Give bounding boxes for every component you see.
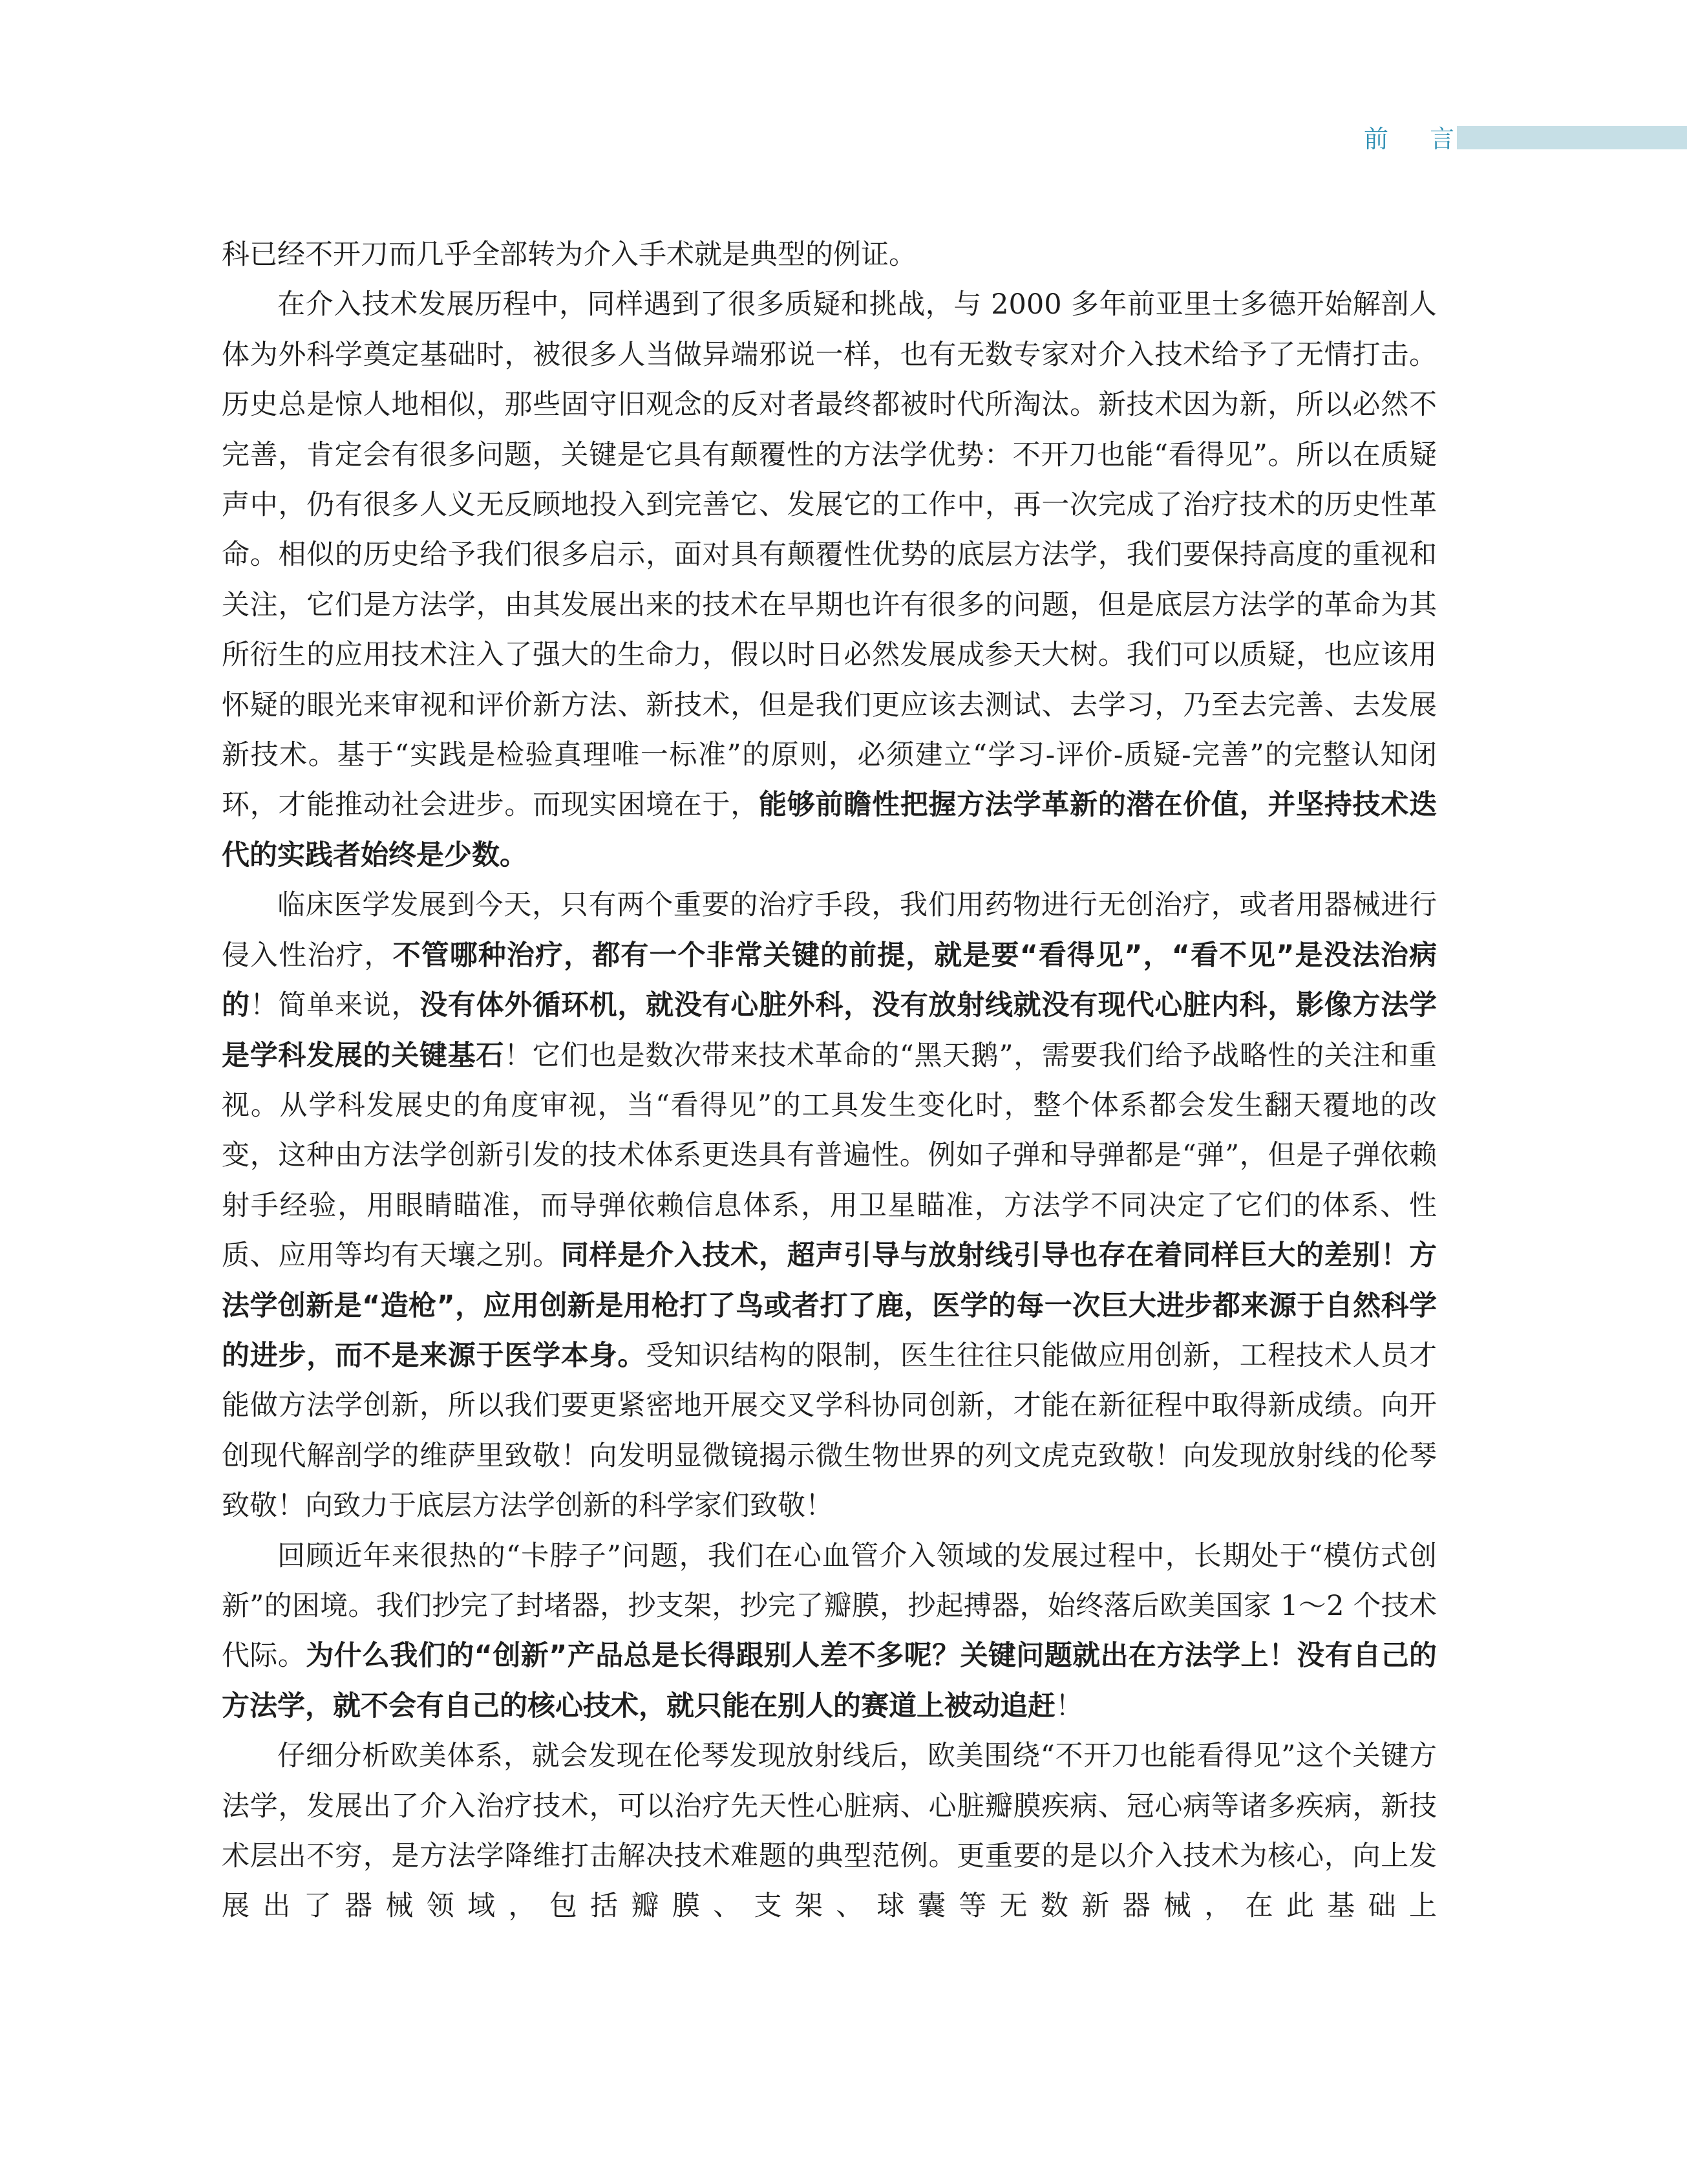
bold-text-segment: 同样是介入技术，超声引导与放射线引导也存在着同样巨大的差别！方法学创新是“造枪”，应用创新是用枪打了鸟或者打了鹿，医学的每一次巨大进步都来源于自然科学的进步，而不是来源于医学本身。 [222,1239,1438,1372]
header-accent-bar [1457,126,1687,149]
text-segment: 科已经不开刀而几乎全部转为介入手术就是典型的例证。 [222,239,917,271]
paragraph-5 [222,1731,1437,1932]
bold-text-segment: 能够前瞻性把握方法学革新的潜在价值，并坚持技术迭代的实践者始终是少数。 [222,789,1438,872]
body-text [222,230,1437,1932]
paragraph-4 [222,1532,1437,1732]
text-segment: ！它们也是数次带来技术革命的“黑天鹅”，需要我们给予战略性的关注和重视。从学科发展史的角度审视，当“看得见”的工具发生变化时，整个体系都会发生翻天覆地的改变，这种由方法学创新引发的技术体系更迭具有普遍性。例如子弹和导弹都是“弹”，但是子弹依赖射手经验，用眼睛瞄准，而导弹依赖信息体系，用卫星瞄准，方法学不同决定了它们的体系、性质、应用等均有天壤之别。 [222,1039,1437,1272]
text-segment: 仔细分析欧美体系，就会发现在伦琴发现放射线后，欧美围绕“不开刀也能看得见”这个关键方法学，发展出了介入治疗技术，可以治疗先天性心脏病、心脏瓣膜疾病、冠心病等诸多疾病，新技术层出不穷，是方法学降维打击解决技术难题的典型范例。更重要的是以介入技术为核心，向上发展出了器械领域，包括瓣膜、支架、球囊等无数新器械，在此基础上 [222,1740,1437,1923]
text-segment: 在介入技术发展历程中，同样遇到了很多质疑和挑战，与 2000 多年前亚里士多德开始解剖人体为外科学奠定基础时，被很多人当做异端邪说一样，也有无数专家对介入技术给予了无情打击。历史总是惊人地相似，那些固守旧观念的反对者最终都被时代所淘汰。新技术因为新，所以必然不完善，肯定会有很多问题，关键是它具有颠覆性的方法学优势：不开刀也能“看得见”。所以在质疑声中，仍有很多人义无反顾地投入到完善它、发展它的工作中，再一次完成了治疗技术的历史性革命。相似的历史给予我们很多启示，面对具有颠覆性优势的底层方法学，我们要保持高度的重视和关注，它们是方法学，由其发展出来的技术在早期也许有很多的问题，但是底层方法学的革命为其所衍生的应用技术注入了强大的生命力，假以时日必然发展成参天大树。我们可以质疑，也应该用怀疑的眼光来审视和评价新方法、新技术，但是我们更应该去测试、去学习，乃至去完善、去发展新技术。基于“实践是检验真理唯一标准”的原则，必须建立“学习-评价-质疑-完善”的完整认知闭环，才能推动社会进步。而现实困境在于， [222,288,1437,822]
running-header [1364,123,1478,155]
section-title: 前 言 [1364,125,1472,153]
bold-text-segment: 为什么我们的“创新”产品总是长得跟别人差不多呢？关键问题就出在方法学上！没有自己的方法学，就不会有自己的核心技术，就只能在别人的赛道上被动追赶 [222,1640,1437,1722]
paragraph-3 [222,881,1437,1531]
text-segment: 受知识结构的限制，医生往往只能做应用创新，工程技术人员才能做方法学创新，所以我们要更紧密地开展交叉学科协同创新，才能在新征程中取得新成绩。向开创现代解剖学的维萨里致敬！向发明显微镜揭示微生物世界的列文虎克致敬！向发现放射线的伦琴致敬！向致力于底层方法学创新的科学家们致敬！ [222,1339,1438,1523]
paragraph-2 [222,280,1437,881]
text-segment: ！简单来说， [249,989,420,1022]
bold-text-segment: 没有体外循环机，就没有心脏外科，没有放射线就没有现代心脏内科，影像方法学是学科发展的关键基石 [222,989,1438,1072]
text-segment: ！ [1056,1689,1083,1722]
text-segment: 临床医学发展到今天，只有两个重要的治疗手段，我们用药物进行无创治疗，或者用器械进行侵入性治疗， [222,889,1437,972]
bold-text-segment: 不管哪种治疗，都有一个非常关键的前提，就是要“看得见”，“看不见”是没法治病的 [222,939,1438,1022]
paragraph-1 [222,230,1437,280]
text-segment: 回顾近年来很热的“卡脖子”问题，我们在心血管介入领域的发展过程中，长期处于“模仿式创新”的困境。我们抄完了封堵器，抄支架，抄完了瓣膜，抄起搏器，始终落后欧美国家 1～2 个技术代际。 [222,1539,1437,1673]
